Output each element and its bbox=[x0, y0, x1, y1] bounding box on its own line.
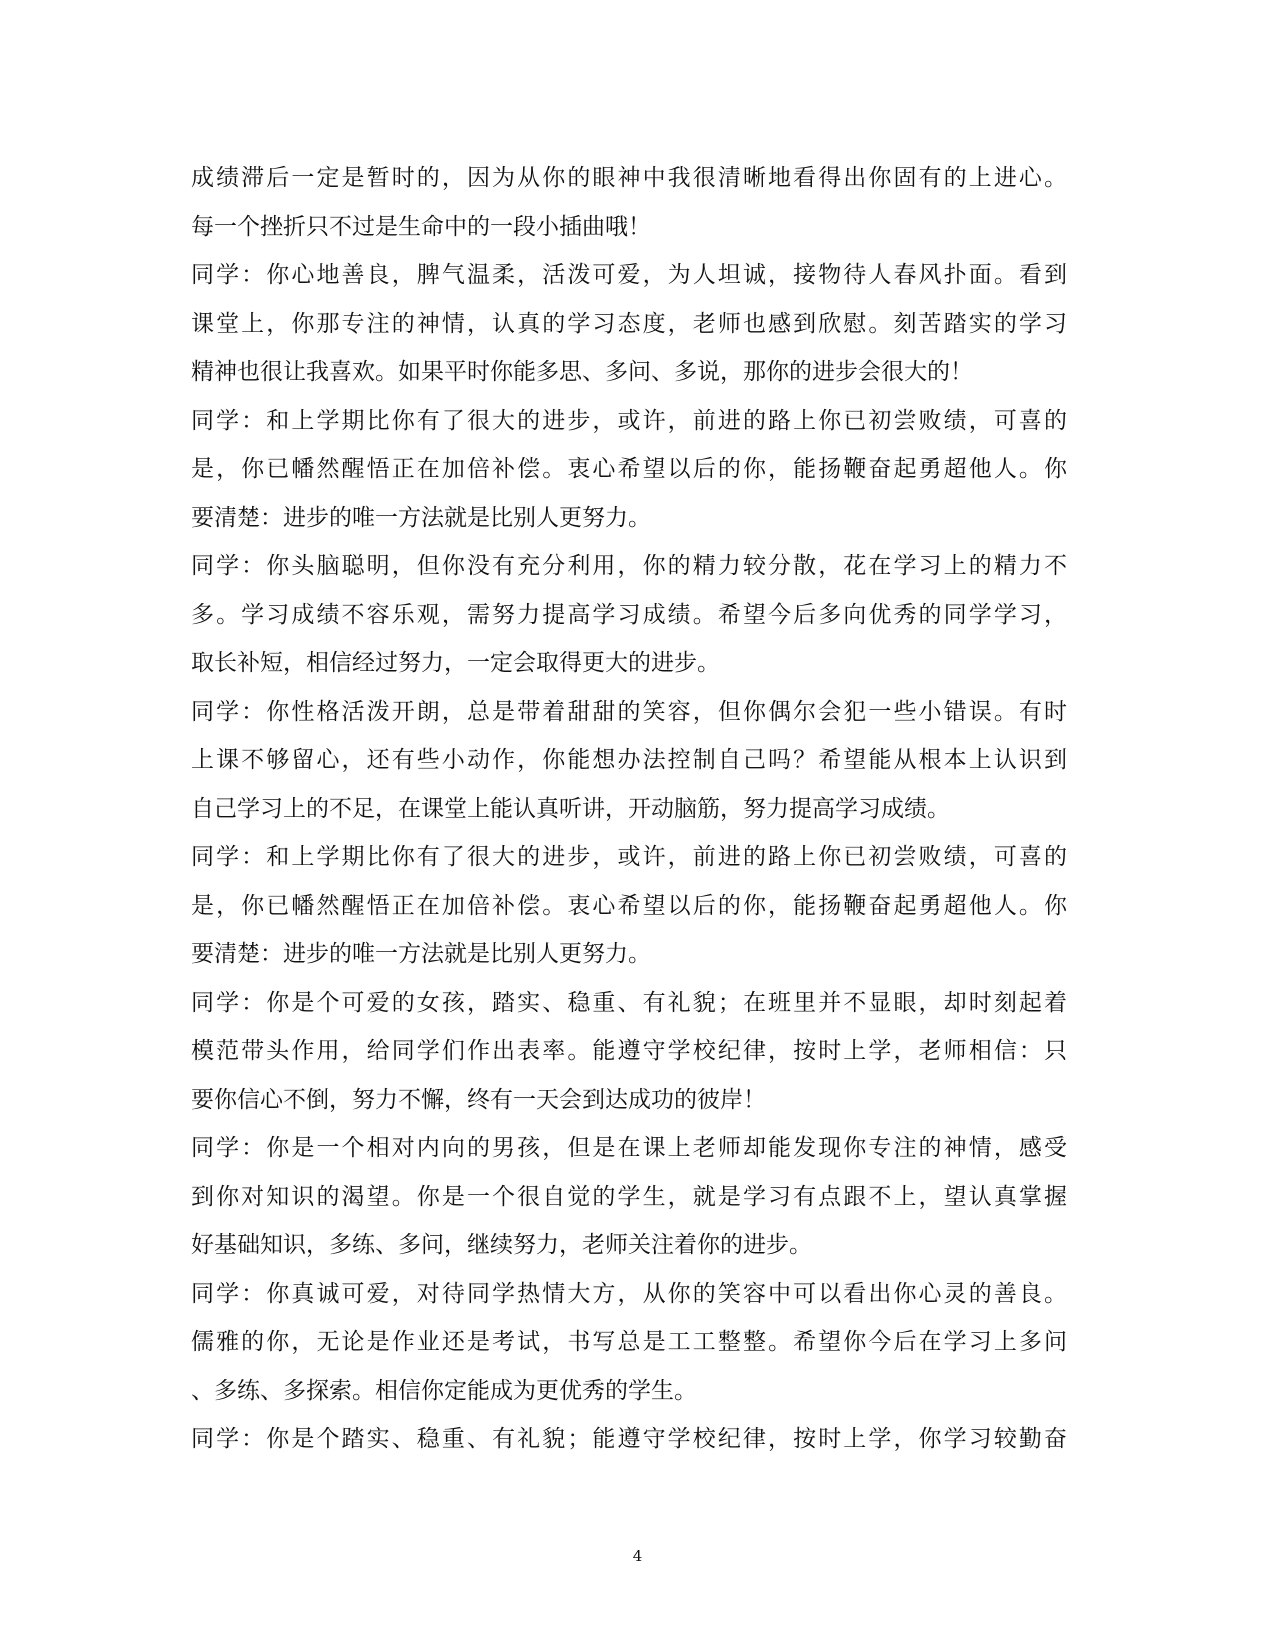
text-line: 同学：和上学期比你有了很大的进步，或许，前进的路上你已初尝败绩，可喜的 bbox=[191, 407, 1067, 434]
document-body bbox=[191, 154, 1067, 1464]
text-line: 精神也很让我喜欢。如果平时你能多思、多问、多说，那你的进步会很大的！ bbox=[191, 359, 973, 385]
text-line: 自己学习上的不足，在课堂上能认真听讲，开动脑筋，努力提高学习成绩。 bbox=[191, 795, 950, 822]
text-line: 同学：你是个可爱的女孩，踏实、稳重、有礼貌；在班里并不显眼，却时刻起着 bbox=[191, 989, 1067, 1016]
text-line: 多。学习成绩不容乐观，需努力提高学习成绩。希望今后多向优秀的同学学习， bbox=[191, 601, 1067, 628]
text-line: 同学：你头脑聪明，但你没有充分利用，你的精力较分散，花在学习上的精力不 bbox=[191, 553, 1067, 579]
text-line: 成绩滞后一定是暂时的，因为从你的眼神中我很清晰地看得出你固有的上进心。 bbox=[191, 165, 1067, 191]
text-line: 到你对知识的渴望。你是一个很自觉的学生，就是学习有点跟不上，望认真掌握 bbox=[191, 1183, 1067, 1210]
text-line: 模范带头作用，给同学们作出表率。能遵守学校纪律，按时上学，老师相信：只 bbox=[191, 1038, 1067, 1064]
text-line: 同学：和上学期比你有了很大的进步，或许，前进的路上你已初尝败绩，可喜的 bbox=[191, 844, 1067, 870]
text-line: 上课不够留心，还有些小动作，你能想办法控制自己吗？希望能从根本上认识到 bbox=[191, 747, 1067, 773]
text-line: 儒雅的你，无论是作业还是考试，书写总是工工整整。希望你今后在学习上多问 bbox=[191, 1329, 1067, 1355]
text-line: 、多练、多探索。相信你定能成为更优秀的学生。 bbox=[191, 1377, 697, 1404]
text-line: 是，你已幡然醒悟正在加倍补偿。衷心希望以后的你，能扬鞭奋起勇超他人。你 bbox=[191, 456, 1067, 482]
text-line: 要你信心不倒，努力不懈，终有一天会到达成功的彼岸！ bbox=[191, 1086, 766, 1113]
page-number: 4 bbox=[632, 1547, 643, 1565]
text-line: 要清楚：进步的唯一方法就是比别人更努力。 bbox=[191, 504, 651, 531]
text-line: 同学：你性格活泼开朗，总是带着甜甜的笑容，但你偶尔会犯一些小错误。有时 bbox=[191, 698, 1067, 725]
text-line: 同学：你是一个相对内向的男孩，但是在课上老师却能发现你专注的神情，感受 bbox=[191, 1135, 1067, 1161]
text-line: 同学：你是个踏实、稳重、有礼貌；能遵守学校纪律，按时上学，你学习较勤奋 bbox=[191, 1426, 1067, 1452]
text-line: 取长补短，相信经过努力，一定会取得更大的进步。 bbox=[191, 650, 720, 676]
text-line: 同学：你真诚可爱，对待同学热情大方，从你的笑容中可以看出你心灵的善良。 bbox=[191, 1280, 1067, 1307]
text-line: 要清楚：进步的唯一方法就是比别人更努力。 bbox=[191, 941, 651, 967]
text-line: 是，你已幡然醒悟正在加倍补偿。衷心希望以后的你，能扬鞭奋起勇超他人。你 bbox=[191, 892, 1067, 919]
text-line: 好基础知识，多练、多问，继续努力，老师关注着你的进步。 bbox=[191, 1232, 812, 1258]
text-line: 同学：你心地善良，脾气温柔，活泼可爱，为人坦诚，接物待人春风扑面。看到 bbox=[191, 262, 1067, 288]
text-line: 课堂上，你那专注的神情，认真的学习态度，老师也感到欣慰。刻苦踏实的学习 bbox=[191, 310, 1067, 337]
text-line: 每一个挫折只不过是生命中的一段小插曲哦！ bbox=[191, 213, 651, 240]
